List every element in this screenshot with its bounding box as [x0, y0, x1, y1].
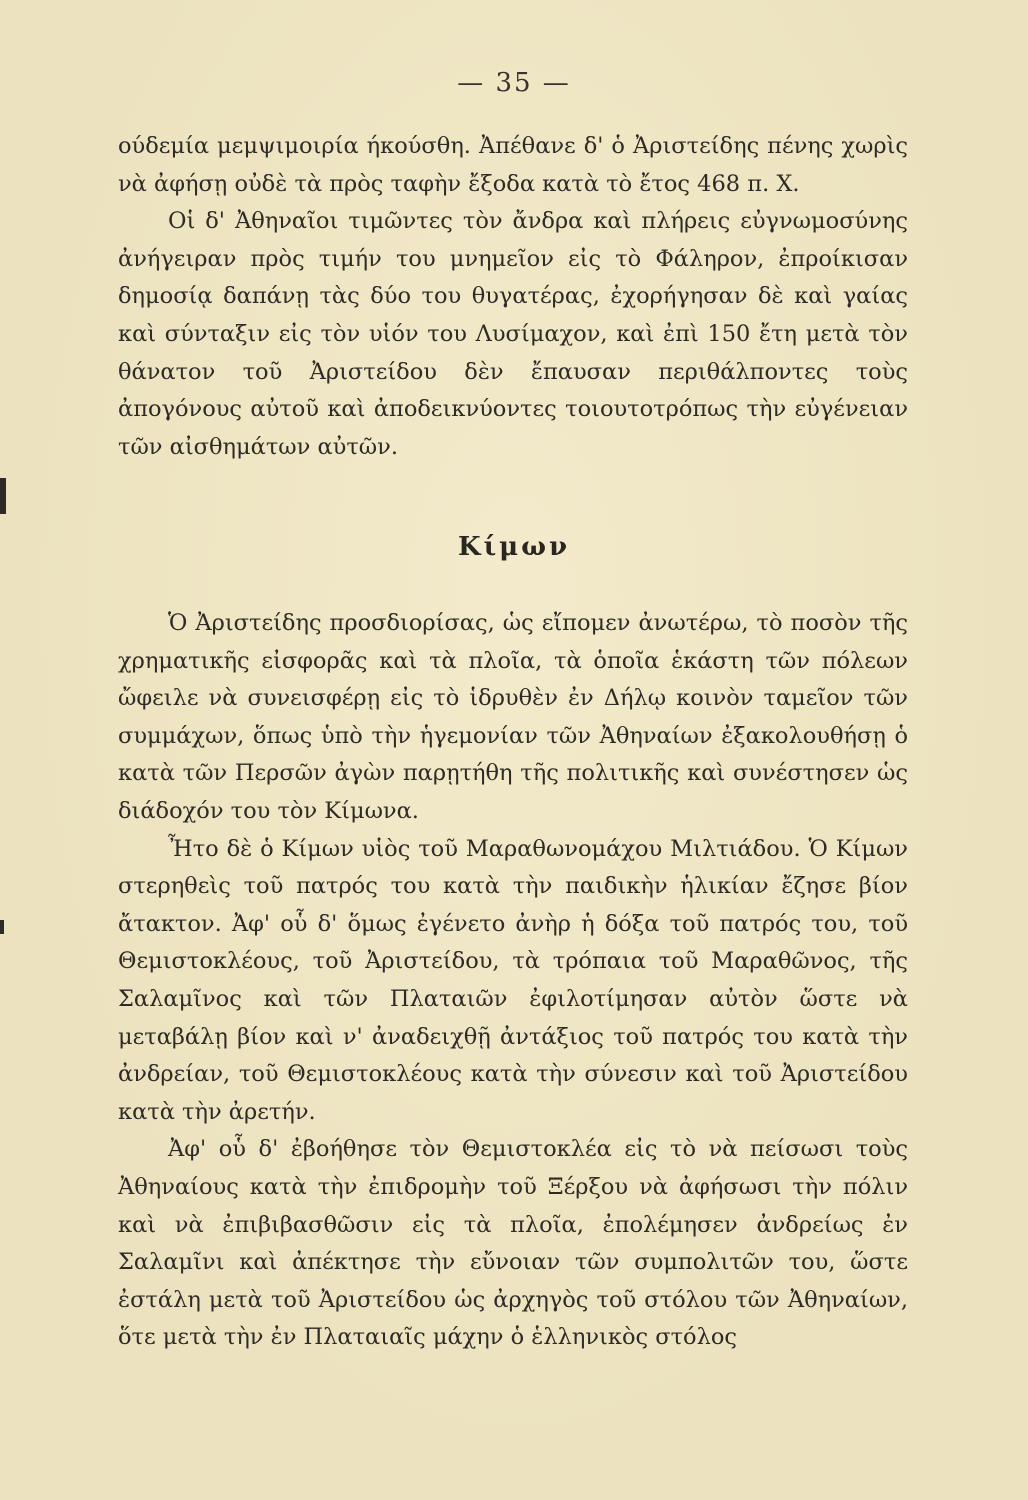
left-edge-mark: [0, 478, 6, 514]
section-paragraph-3: Ἀφ' οὗ δ' ἐβοήθησε τὸν Θεμιστοκλέα εἰς τὸ νὰ πείσωσι τοὺς Ἀθηναίους κατὰ τὴν ἐπιδρομὴν τοῦ Ξέρξου νὰ ἀφήσωσι τὴν πόλιν καὶ νὰ ἐπιβιβασθῶσιν εἰς τὰ πλοῖα, ἐπολέμησεν ἀνδρείως ἐν Σαλαμῖνι καὶ ἀπέκτησε τὴν εὔνοιαν τῶν συμπολιτῶν του, ὥστε ἐστάλη μετὰ τοῦ Ἀριστείδου ὡς ἀρχηγὸς τοῦ στόλου τῶν Ἀθηναίων, ὅτε μετὰ τὴν ἐν Πλαταιαῖς μάχην ὁ ἑλληνικὸς στόλος: [118, 1136, 908, 1351]
page-number: — 35 —: [457, 68, 571, 98]
left-edge-mark: [0, 920, 4, 934]
section-text-block: [118, 605, 908, 1357]
paragraph-2: Οἱ δ' Ἀθηναῖοι τιμῶντες τὸν ἄνδρα καὶ πλήρεις εὐγνωμοσύνης ἀνήγειραν πρὸς τιμήν του μνημεῖον εἰς τὸ Φάληρον, ἐπροίκισαν δημοσίᾳ δαπάνῃ τὰς δύο του θυγατέρας, ἐχορήγησαν δὲ καὶ γαίας καὶ σύνταξιν εἰς τὸν υἱόν του Λυσίμαχον, καὶ ἐπὶ 150 ἔτη μετὰ τὸν θάνατον τοῦ Ἀριστείδου δὲν ἔπαυσαν περιθάλποντες τοὺς ἀπογόνους αὐτοῦ καὶ ἀποδεικνύοντες τοιουτοτρόπως τὴν εὐγένειαν τῶν αἰσθημάτων αὐτῶν.: [118, 208, 908, 460]
section-title: Κίμων: [457, 532, 570, 562]
paragraph-1: ούδεμία μεμψιμοιρία ήκούσθη. Ἀπέθανε δ' ὁ Ἀριστείδης πένης χωρὶς νὰ ἀφήσῃ οὐδὲ τὰ πρὸς ταφὴν ἔξοδα κατὰ τὸ ἔτος 468 π. Χ.: [118, 133, 908, 197]
top-text-block: [118, 128, 908, 466]
section-paragraph-2: Ἦτο δὲ ὁ Κίμων υἱὸς τοῦ Μαραθωνομάχου Μιλτιάδου. Ὁ Κίμων στερηθεὶς τοῦ πατρός του κατὰ τὴν παιδικὴν ἡλικίαν ἔζησε βίον ἄτακτον. Ἀφ' οὗ δ' ὅμως ἐγένετο ἀνὴρ ἡ δόξα τοῦ πατρός του, τοῦ Θεμιστοκλέους, τοῦ Ἀριστείδου, τὰ τρόπαια τοῦ Μαραθῶνος, τῆς Σαλαμῖνος καὶ τῶν Πλαταιῶν ἐφιλοτίμησαν αὐτὸν ὥστε νὰ μεταβάλῃ βίον καὶ ν' ἀναδειχθῇ ἀντάξιος τοῦ πατρός του κατὰ τὴν ἀνδρείαν, τοῦ Θεμιστοκλέους κατὰ τὴν σύνεσιν καὶ τοῦ Ἀριστείδου κατὰ τὴν ἀρετήν.: [118, 835, 908, 1125]
section-paragraph-1: Ὁ Ἀριστείδης προσδιορίσας, ὡς εἴπομεν ἀνωτέρω, τὸ ποσὸν τῆς χρηματικῆς εἰσφορᾶς καὶ τὰ πλοῖα, τὰ ὁποῖα ἑκάστη τῶν πόλεων ὤφειλε νὰ συνεισφέρῃ εἰς τὸ ἱδρυθὲν ἐν Δήλῳ κοινὸν ταμεῖον τῶν συμμάχων, ὅπως ὑπὸ τὴν ἡγεμονίαν τῶν Ἀθηναίων ἐξακολουθήσῃ ὁ κατὰ τῶν Περσῶν ἀγὼν παρῃτήθη τῆς πολιτικῆς καὶ συνέστησεν ὡς διάδοχόν του τὸν Κίμωνα.: [118, 610, 908, 824]
